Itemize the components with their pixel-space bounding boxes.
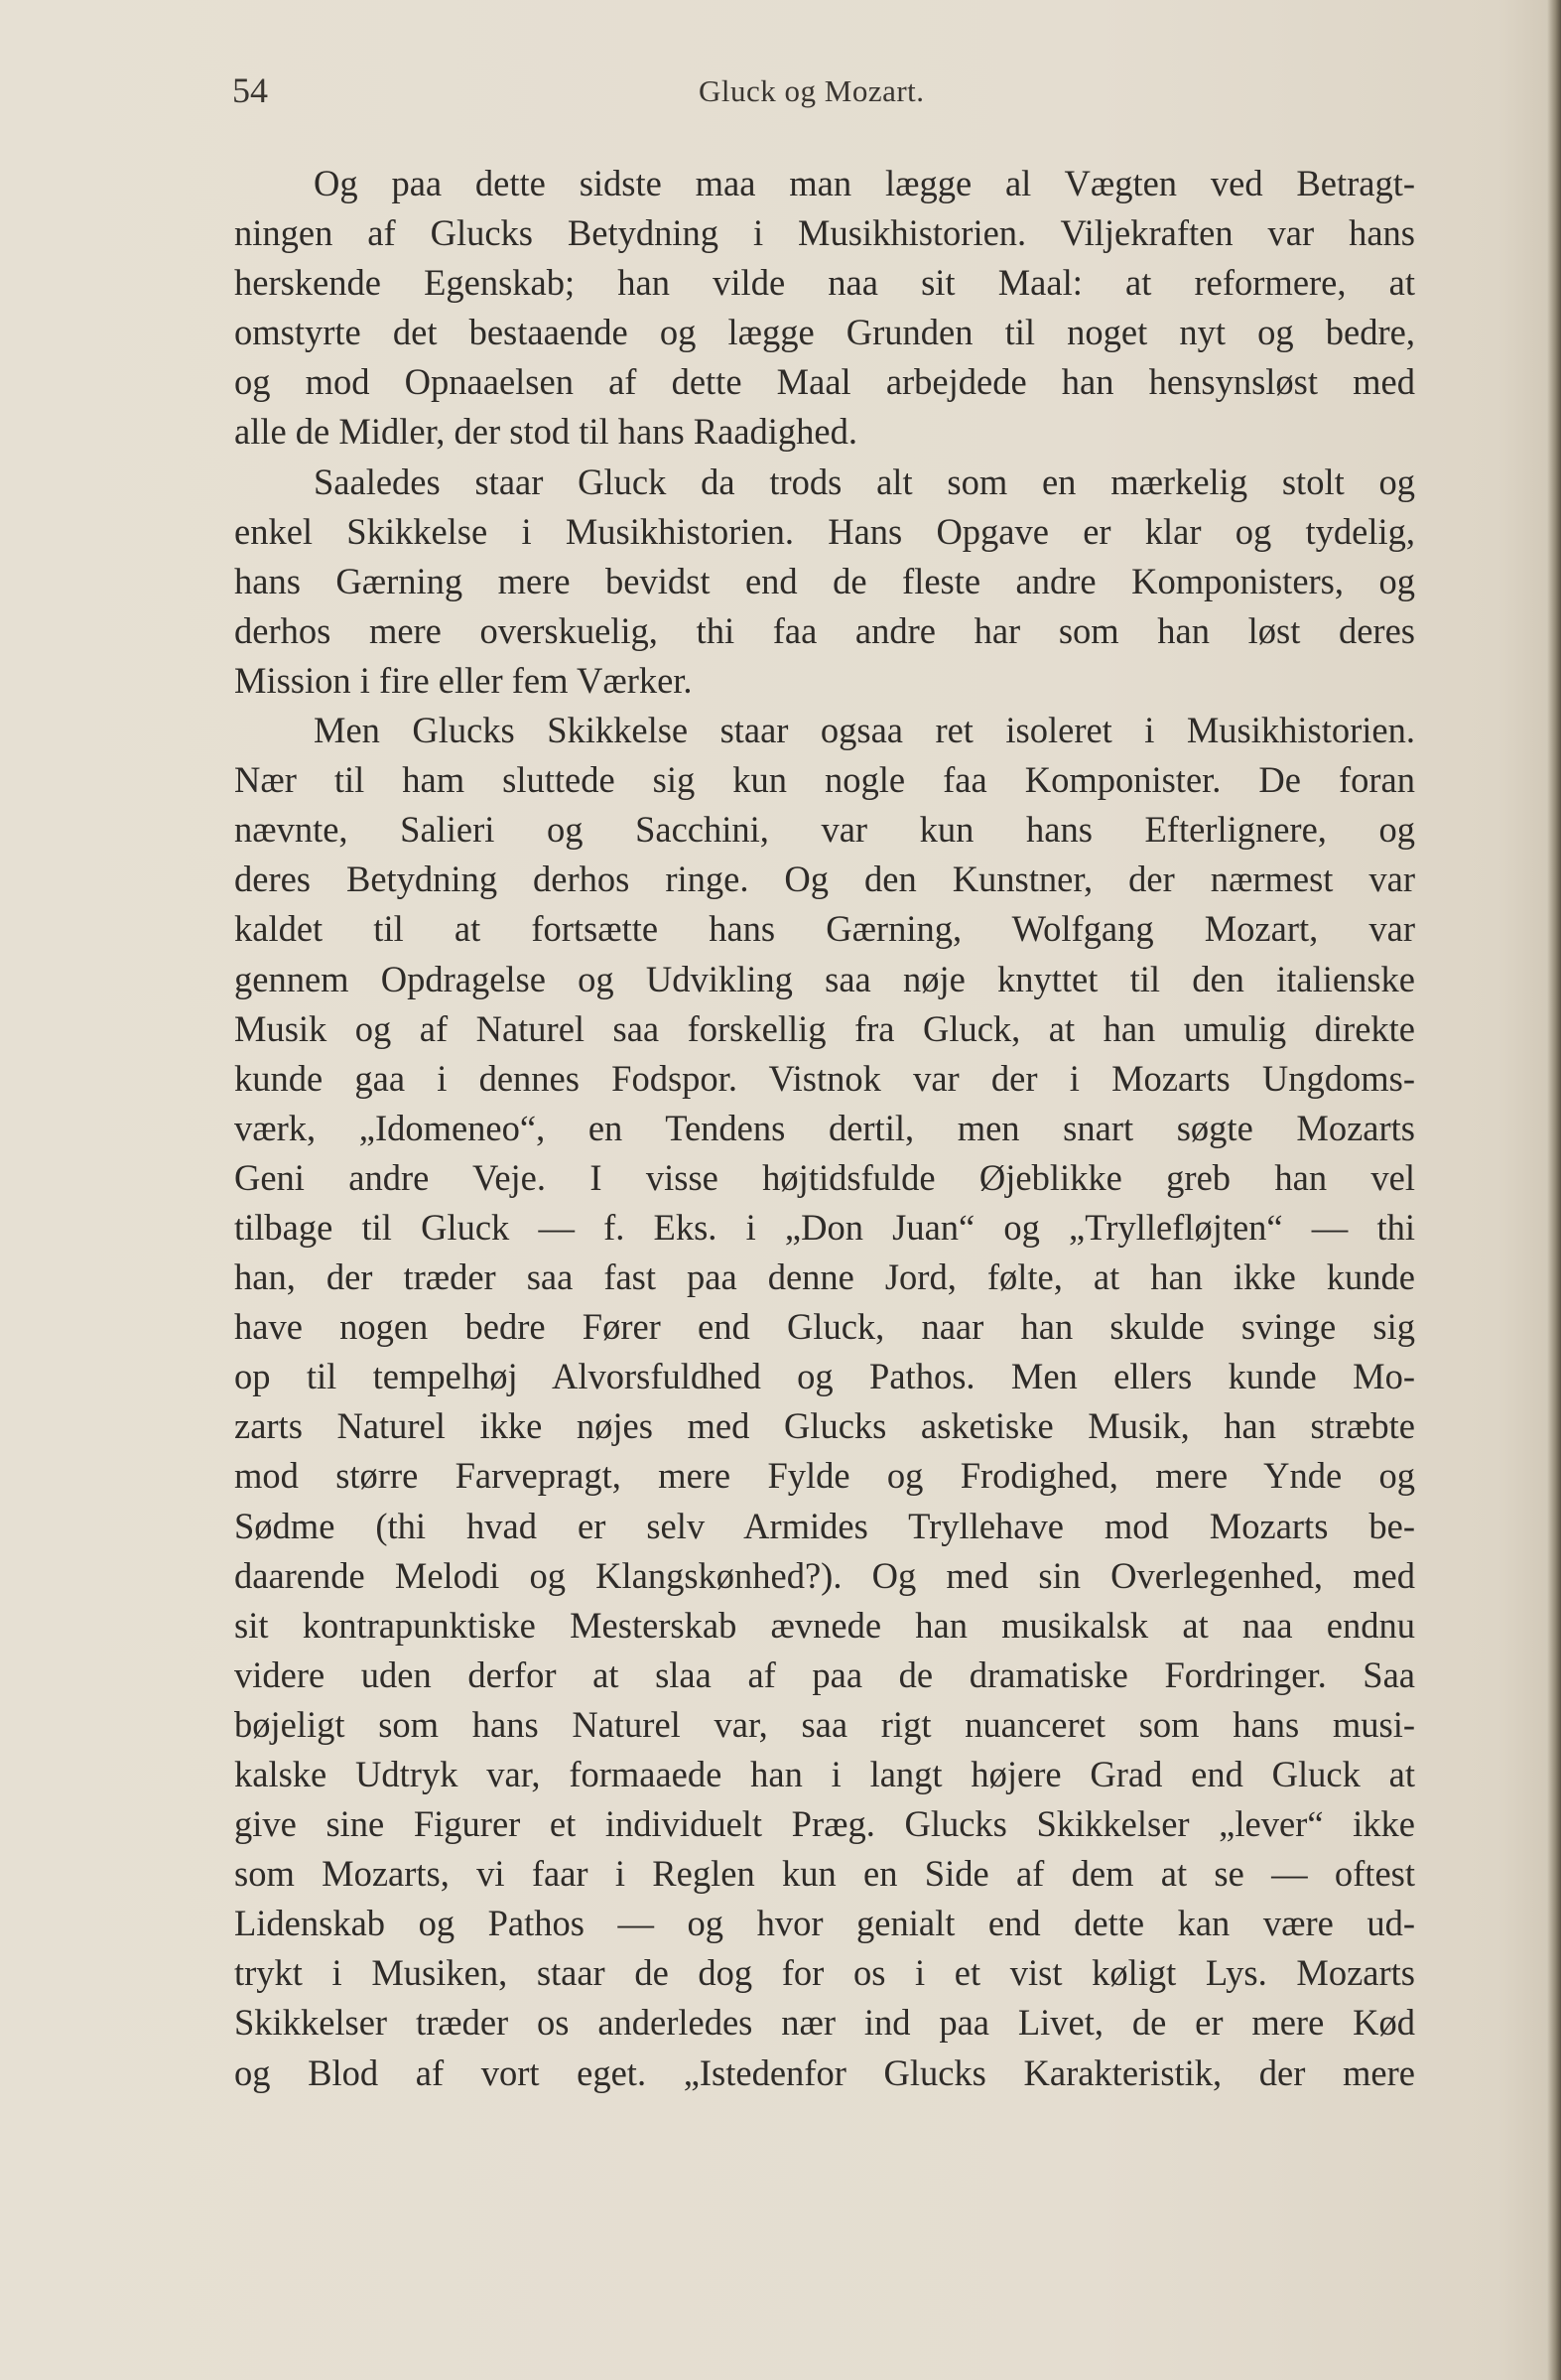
text-line: have nogen bedre Fører end Gluck, naar han skulde svinge sig — [234, 1306, 1415, 1348]
text-line: daarende Melodi og Klangskønhed?). Og med sin Overlegenhed, med — [234, 1554, 1415, 1596]
text-line: derhos mere overskuelig, thi faa andre har som han løst deres — [234, 609, 1415, 651]
text-line: gennem Opdragelse og Udvikling saa nøje knyttet til den italienske — [234, 958, 1415, 999]
page-header — [232, 66, 1418, 115]
text-line: videre uden derfor at slaa af paa de dramatiske Fordringer. Saa — [234, 1653, 1415, 1695]
text-line: han, der træder saa fast paa denne Jord, følte, at han ikke kunde — [234, 1256, 1415, 1298]
text-line: Geni andre Veje. I visse højtidsfulde Øjeblikke greb han vel — [234, 1156, 1415, 1198]
text-line: Lidenskab og Pathos — og hvor genialt end dette kan være ud- — [234, 1903, 1415, 1944]
text-line: enkel Skikkelse i Musikhistorien. Hans Opgave er klar og tydelig, — [234, 510, 1415, 552]
text-line: Skikkelser træder os anderledes nær ind paa Livet, de er mere Kød — [234, 2002, 1415, 2044]
page-number: 54 — [232, 70, 268, 110]
text-line: kalske Udtryk var, formaaede han i langt højere Grad end Gluck at — [234, 1754, 1415, 1794]
text-line: Men Glucks Skikkelse staar ogsaa ret isoleret i Musikhistorien. — [314, 710, 1415, 751]
text-line: give sine Figurer et individuelt Præg. Glucks Skikkelser „lever“ ikke — [234, 1803, 1415, 1845]
text-line: deres Betydning derhos ringe. Og den Kunstner, der nærmest var — [234, 859, 1415, 900]
page-edge-shadow — [1547, 0, 1561, 2380]
text-line: bøjeligt som hans Naturel var, saa rigt nuanceret som hans musi- — [234, 1703, 1415, 1745]
text-line: værk, „Idomeneo“, en Tendens dertil, men snart søgte Mozarts — [234, 1107, 1415, 1148]
text-line: og mod Opnaaelsen af dette Maal arbejdede han hensynsløst med — [234, 361, 1415, 403]
text-line: kunde gaa i dennes Fodspor. Vistnok var der i Mozarts Ungdoms- — [234, 1057, 1415, 1099]
text-line: ningen af Glucks Betydning i Musikhistorien. Viljekraften var hans — [234, 212, 1415, 254]
running-head: Gluck og Mozart. — [699, 73, 925, 108]
text-line: Nær til ham sluttede sig kun nogle faa Komponister. De foran — [234, 759, 1415, 801]
text-line: tilbage til Gluck — f. Eks. i „Don Juan“ og „Tryllefløjten“ — thi — [234, 1206, 1415, 1248]
text-line: zarts Naturel ikke nøjes med Glucks asketiske Musik, han stræbte — [234, 1405, 1415, 1447]
text-line: Sødme (thi hvad er selv Armides Tryllehave mod Mozarts be- — [234, 1505, 1415, 1546]
text-line: Og paa dette sidste maa man lægge al Vægten ved Betragt- — [314, 163, 1415, 203]
text-line: kaldet til at fortsætte hans Gærning, Wolfgang Mozart, var — [234, 908, 1415, 950]
text-line: og Blod af vort eget. „Istedenfor Glucks Karakteristik, der mere — [234, 2051, 1415, 2093]
text-line: mod større Farvepragt, mere Fylde og Frodighed, mere Ynde og — [234, 1455, 1415, 1497]
text-line: op til tempelhøj Alvorsfuldhed og Pathos. Men ellers kunde Mo- — [234, 1356, 1415, 1397]
body-text — [234, 159, 1415, 2098]
text-line: nævnte, Salieri og Sacchini, var kun hans Efterlignere, og — [234, 809, 1415, 851]
text-line: sit kontrapunktiske Mesterskab ævnede han musikalsk at naa endnu — [234, 1604, 1415, 1646]
text-line: trykt i Musiken, staar de dog for os i et vist køligt Lys. Mozarts — [234, 1952, 1415, 1994]
text-line: omstyrte det bestaaende og lægge Grunden til noget nyt og bedre, — [234, 312, 1415, 353]
text-line: som Mozarts, vi faar i Reglen kun en Side af dem at se — oftest — [234, 1853, 1415, 1895]
text-line: hans Gærning mere bevidst end de fleste andre Komponisters, og — [234, 560, 1415, 601]
text-line: Mission i fire eller fem Værker. — [234, 659, 693, 701]
text-line: Saaledes staar Gluck da trods alt som en mærkelig stolt og — [314, 461, 1415, 502]
text-line: alle de Midler, der stod til hans Raadighed. — [234, 411, 858, 453]
text-line: Musik og af Naturel saa forskellig fra Gluck, at han umulig direkte — [234, 1007, 1415, 1049]
text-line: herskende Egenskab; han vilde naa sit Maal: at reformere, at — [234, 262, 1415, 304]
